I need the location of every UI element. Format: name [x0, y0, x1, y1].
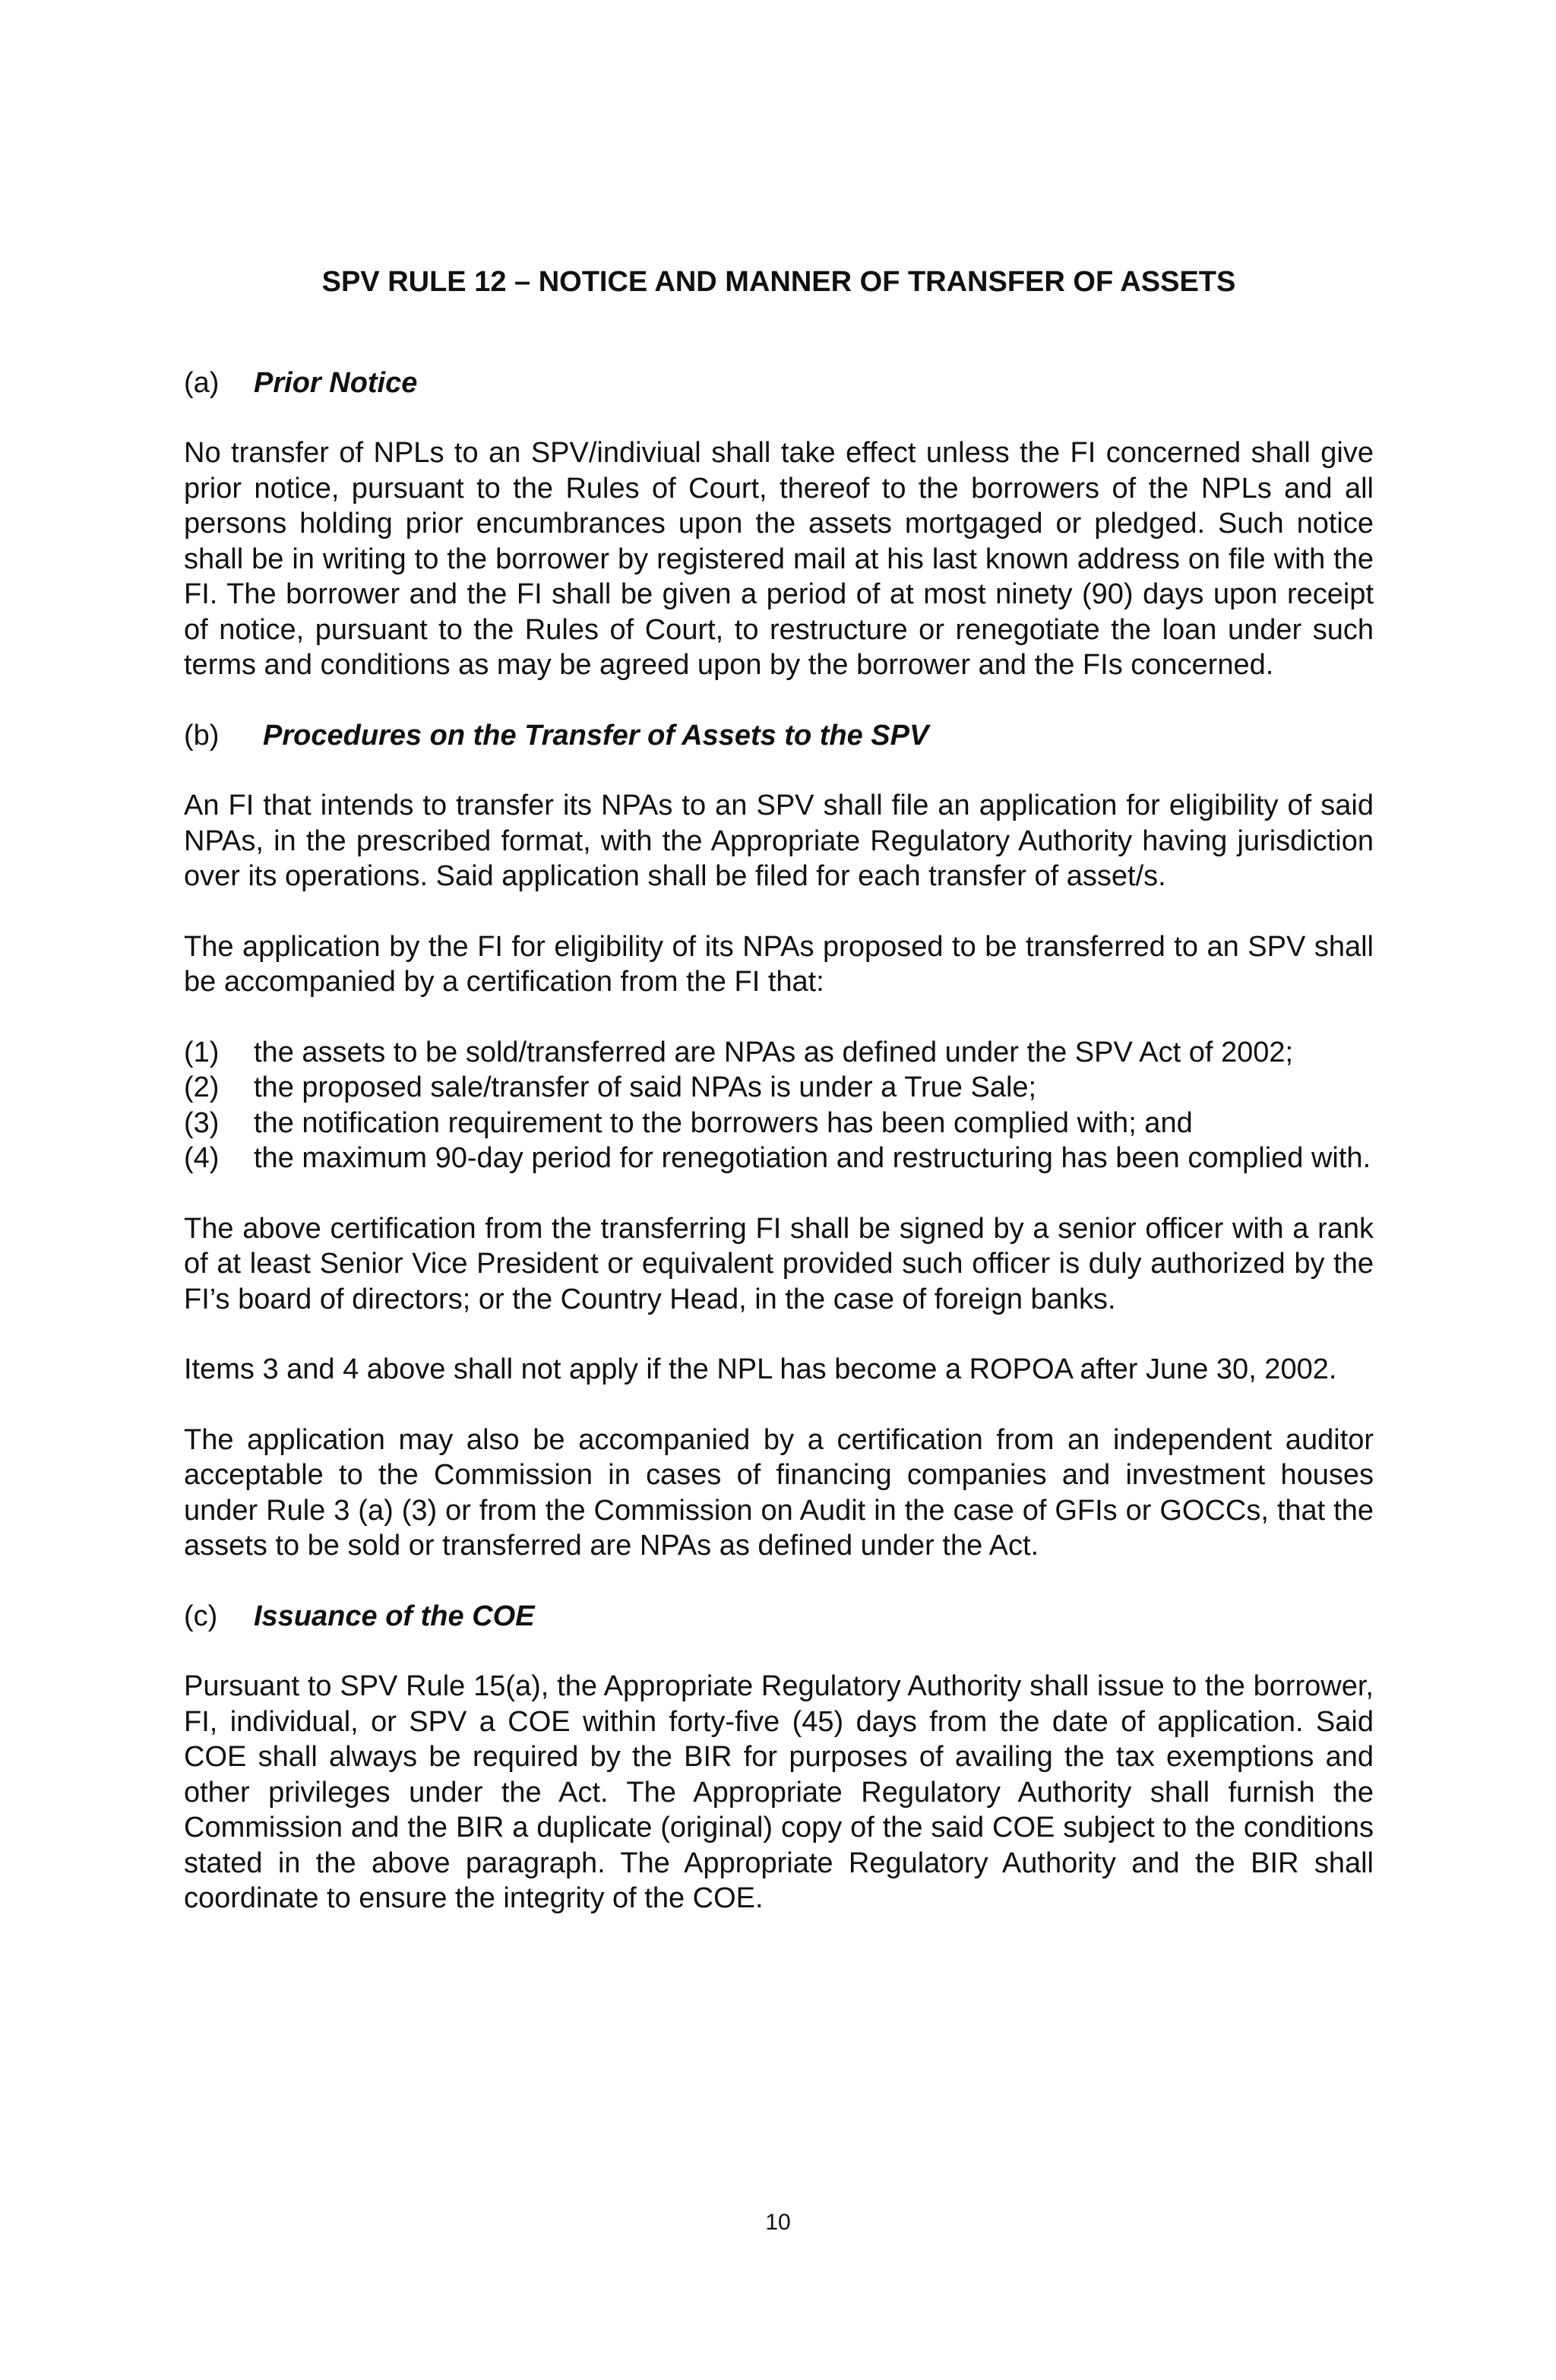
list-item-text: the maximum 90-day period for renegotiation and restructuring has been complied with. — [254, 1142, 1371, 1174]
section-c-heading — [184, 1599, 1374, 1635]
document-body — [184, 264, 1374, 1951]
list-item — [184, 1035, 1374, 1071]
list-item-number: (1) — [184, 1036, 220, 1068]
section-c-letter: (c) — [184, 1600, 218, 1632]
section-b-paragraph-3: The above certification from the transferring FI shall be signed by a senior officer with a rank of at least Senior Vice President or equivalent provided such officer is duly authorized by the FI’s board of directors; or the Country Head, in the case of foreign banks. — [184, 1212, 1374, 1315]
section-b-paragraph-1: An FI that intends to transfer its NPAs to an SPV shall file an application for eligibility of said NPAs, in the prescribed format, with the Appropriate Regulatory Authority having jurisdiction over its operations. Said application shall be filed for each transfer of asset/s. — [184, 790, 1374, 892]
section-b-heading — [184, 718, 1374, 754]
list-item — [184, 1141, 1374, 1176]
certification-list — [184, 1035, 1374, 1176]
section-b-paragraph-5: The application may also be accompanied by a certification from an independent auditor acceptable to the Commission in cases of financing companies and investment houses under Rule 3 (a) (3) or from the Commission on Audit in the case of GFIs or GOCCs, that the assets to be sold or transferred are NPAs as defined under the Act. — [184, 1423, 1374, 1562]
section-a-title: Prior Notice — [254, 366, 418, 399]
section-c-paragraph-1: Pursuant to SPV Rule 15(a), the Appropriate Regulatory Authority shall issue to the borrower, FI, individual, or SPV a COE within forty-five (45) days from the date of application. Said COE shall always be required by the BIR for purposes of availing the tax exemptions and other privileges under the Act. The Appropriate Regulatory Authority shall furnish the Commission and the BIR a duplicate (original) copy of the said COE subject to the conditions stated in the above paragraph. The Appropriate Regulatory Authority and the BIR shall coordinate to ensure the integrity of the COE. — [184, 1670, 1374, 1914]
section-a-paragraph-1: No transfer of NPLs to an SPV/indiviual shall take effect unless the FI concerned shall give prior notice, pursuant to the Rules of Court, thereof to the borrowers of the NPLs and all persons holding prior encumbrances upon the assets mortgaged or pledged. Such notice shall be in writing to the borrower by registered mail at his last known address on file with the FI. The borrower and the FI shall be given a period of at most ninety (90) days upon receipt of notice, pursuant to the Rules of Court, to restructure or renegotiate the loan under such terms and conditions as may be agreed upon by the borrower and the FIs concerned. — [184, 437, 1374, 681]
section-b-title: Procedures on the Transfer of Assets to the SPV — [263, 719, 929, 752]
list-item-number: (4) — [184, 1142, 220, 1174]
section-c-title: Issuance of the COE — [254, 1600, 535, 1632]
list-item-text: the notification requirement to the borrowers has been complied with; and — [254, 1106, 1193, 1139]
document-title: SPV RULE 12 – NOTICE AND MANNER OF TRANSFER OF ASSETS — [321, 266, 1236, 298]
page-number: 10 — [765, 2210, 791, 2235]
list-item — [184, 1070, 1374, 1106]
section-a-heading — [184, 366, 1374, 401]
list-item-number: (2) — [184, 1071, 220, 1103]
list-item-text: the proposed sale/transfer of said NPAs is under a True Sale; — [254, 1071, 1037, 1103]
section-a-letter: (a) — [184, 366, 220, 399]
list-item — [184, 1106, 1374, 1141]
section-b-paragraph-4: Items 3 and 4 above shall not apply if the NPL has become a ROPOA after June 30, 2002. — [184, 1353, 1337, 1385]
section-b-paragraph-2: The application by the FI for eligibility of its NPAs proposed to be transferred to an SPV shall be accompanied by a certification from the FI that: — [184, 930, 1374, 998]
section-b-letter: (b) — [184, 719, 220, 752]
list-item-text: the assets to be sold/transferred are NPAs as defined under the SPV Act of 2002; — [254, 1036, 1294, 1068]
list-item-number: (3) — [184, 1106, 220, 1139]
